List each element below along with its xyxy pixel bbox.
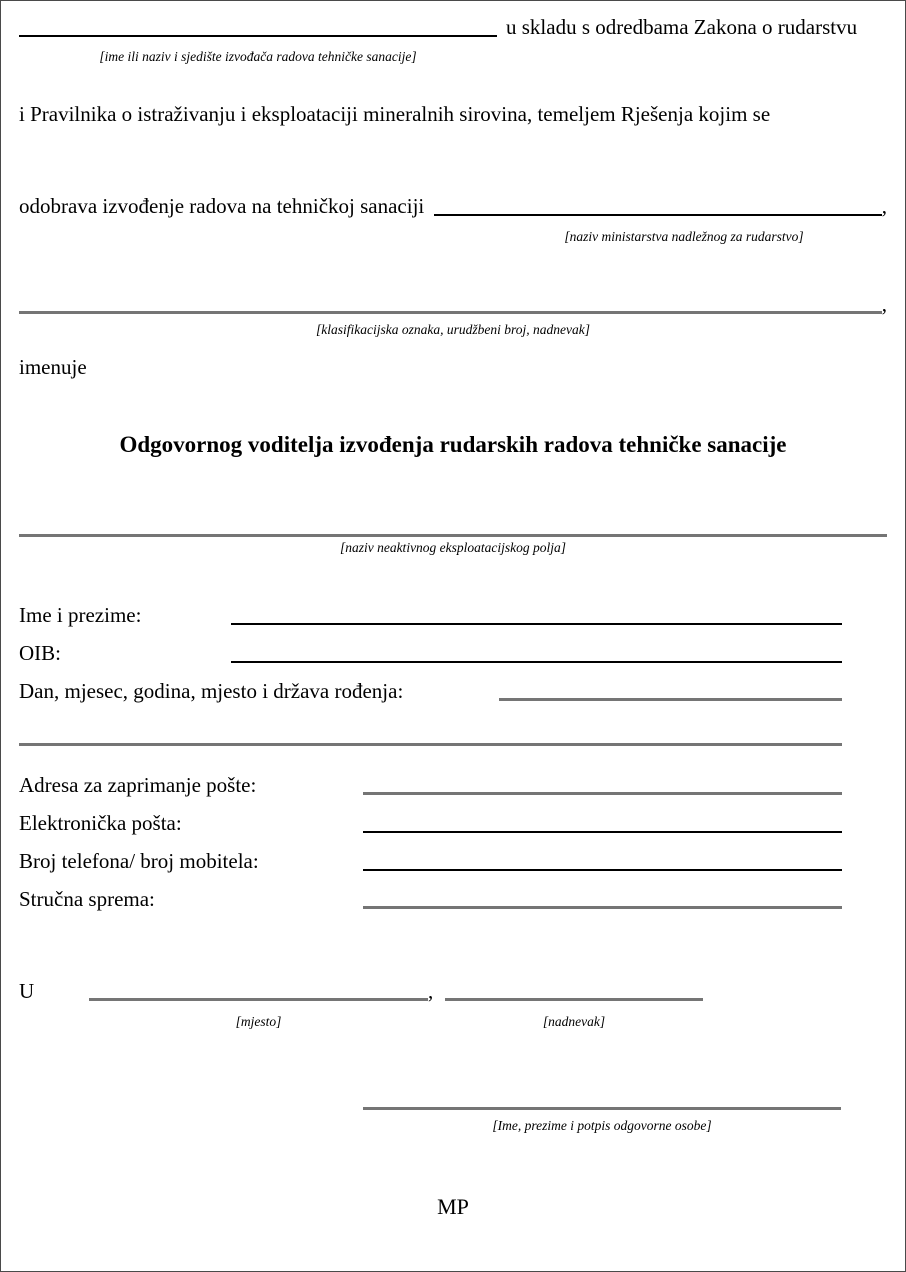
address-input-line[interactable] bbox=[363, 789, 842, 795]
ministry-caption: [naziv ministarstva nadležnog za rudarstvo] bbox=[564, 228, 804, 244]
place-input-line[interactable] bbox=[89, 995, 428, 1001]
date-caption: [nadnevak] bbox=[542, 1014, 606, 1030]
birth-input-line[interactable] bbox=[499, 695, 842, 701]
email-input-line[interactable] bbox=[363, 827, 842, 833]
birth-field-row bbox=[19, 679, 887, 717]
phone-field-row bbox=[19, 849, 887, 887]
exploitation-field-caption: [naziv neaktivnog eksploatacijskog polja] bbox=[339, 540, 567, 556]
signature-block bbox=[363, 1107, 841, 1134]
classification-comma: , bbox=[881, 291, 887, 316]
approval-prefix-text: odobrava izvođenje radova na tehničkoj sanaciji bbox=[19, 193, 425, 218]
birth-label: Dan, mjesec, godina, mjesto i država rođenja: bbox=[19, 679, 404, 704]
name-input-line[interactable] bbox=[231, 619, 842, 625]
classification-line[interactable] bbox=[19, 308, 882, 314]
stamp-placeholder: MP bbox=[437, 1193, 469, 1219]
regulation-paragraph: i Pravilnika o istraživanju i eksploataciji mineralnih sirovina, temeljem Rješenja kojim se bbox=[19, 102, 771, 127]
phone-label: Broj telefona/ broj mobitela: bbox=[19, 849, 259, 874]
law-reference-text: u skladu s odredbama Zakona o rudarstvu bbox=[506, 15, 858, 39]
approval-comma: , bbox=[881, 193, 887, 218]
name-field-row bbox=[19, 603, 887, 641]
education-input-line[interactable] bbox=[363, 903, 842, 909]
appoints-text: imenuje bbox=[19, 355, 87, 380]
address-field-row bbox=[19, 773, 887, 811]
signature-line[interactable] bbox=[363, 1107, 841, 1110]
birth-continuation-line[interactable] bbox=[19, 743, 842, 746]
oib-input-line[interactable] bbox=[231, 657, 842, 663]
u-label: U bbox=[19, 979, 35, 1004]
education-label: Stručna sprema: bbox=[19, 887, 155, 912]
phone-input-line[interactable] bbox=[363, 865, 842, 871]
exploitation-field-row bbox=[19, 528, 887, 534]
oib-label: OIB: bbox=[19, 641, 61, 666]
name-label: Ime i prezime: bbox=[19, 603, 142, 628]
oib-field-row bbox=[19, 641, 887, 679]
place-date-comma: , bbox=[428, 979, 434, 1004]
ministry-name-line[interactable] bbox=[434, 210, 881, 216]
approval-row bbox=[19, 194, 887, 219]
document-heading: Odgovornog voditelja izvođenja rudarskih radova tehničke sanacije bbox=[119, 431, 787, 457]
education-field-row bbox=[19, 887, 887, 925]
place-date-row bbox=[19, 979, 887, 1004]
email-label: Elektronička pošta: bbox=[19, 811, 182, 836]
address-label: Adresa za zaprimanje pošte: bbox=[19, 773, 257, 798]
exploitation-field-line[interactable] bbox=[19, 531, 887, 537]
intro-row bbox=[19, 15, 887, 40]
date-input-line[interactable] bbox=[445, 995, 703, 1001]
email-field-row bbox=[19, 811, 887, 849]
place-caption: [mjesto] bbox=[235, 1014, 282, 1030]
person-fields-group-b bbox=[19, 773, 887, 925]
person-fields-group-a bbox=[19, 603, 887, 746]
contractor-name-line[interactable] bbox=[19, 31, 497, 37]
place-date-captions bbox=[19, 1014, 887, 1030]
signature-caption: [Ime, prezime i potpis odgovorne osobe] bbox=[492, 1117, 712, 1133]
classification-caption: [klasifikacijska oznaka, urudžbeni broj, nadnevak] bbox=[316, 322, 590, 338]
classification-row bbox=[19, 292, 887, 317]
contractor-caption: [ime ili naziv i sjedište izvođača radova tehničke sanacije] bbox=[99, 49, 417, 65]
